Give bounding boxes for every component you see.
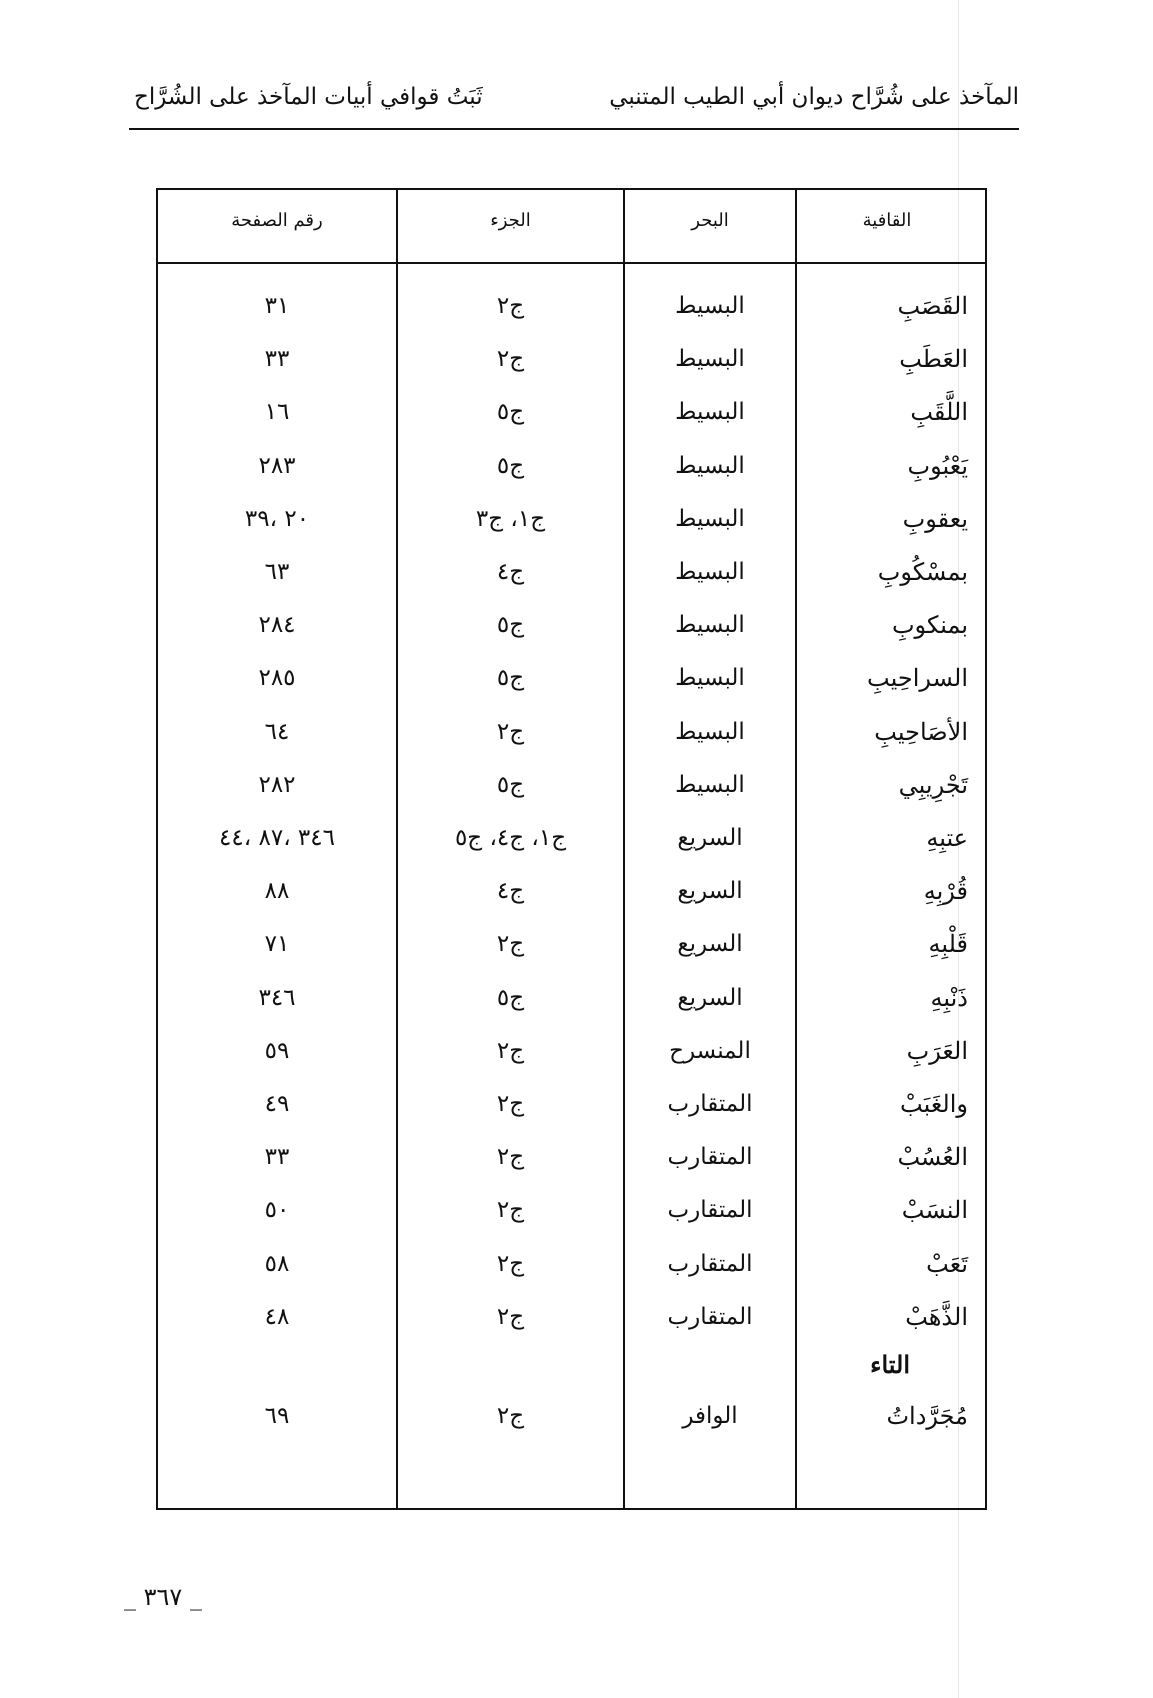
column-header-rhyme: القافية (862, 210, 912, 231)
section-title: ثَبَتُ قوافي أبيات المآخذ على الشُرَّاح (134, 84, 483, 110)
part-cell: ج٢ (496, 1091, 525, 1117)
page-cell: ٢٨٥ (258, 665, 296, 692)
rhyme-cell: تَعَبْ (926, 1249, 968, 1278)
rhyme-cell: تَجْرِيبِي (898, 770, 968, 799)
rhyme-cell: والغَبَبْ (900, 1090, 968, 1118)
running-header (129, 84, 1019, 130)
table-row (158, 1238, 985, 1291)
page-cell: ٢٨٣ (258, 452, 296, 479)
table-row (158, 1184, 985, 1237)
meter-cell: البسيط (675, 612, 745, 639)
column-header-page: رقم الصفحة (231, 210, 323, 231)
meter-cell: المتقارب (667, 1197, 753, 1224)
header-divider (158, 262, 985, 264)
part-cell: ج٢ (496, 1250, 525, 1277)
table-row (158, 1025, 985, 1078)
part-cell: ج٢ (496, 1037, 525, 1064)
rhyme-index-table (156, 188, 987, 1510)
page-cell: ٥٩ (264, 1037, 290, 1064)
page-number: _ ٣٦٧ _ (124, 1583, 202, 1611)
page-cell: ٢٨٢ (258, 771, 296, 798)
table-row (158, 706, 985, 759)
part-cell: ج١، ج٣ (475, 505, 546, 532)
meter-cell: المتقارب (667, 1250, 753, 1277)
part-cell: ج٢ (496, 1403, 525, 1429)
rhyme-cell: يعقوبِ (902, 504, 968, 533)
table-row (158, 1078, 985, 1131)
rhyme-cell: عتبِهِ (926, 824, 968, 852)
page-cell: ٣٤٦ ،٨٧ ،٤٤ (219, 825, 335, 851)
table-row (158, 546, 985, 599)
page-cell: ٤٩ (264, 1091, 290, 1117)
part-cell: ج١، ج٤، ج٥ (454, 825, 567, 851)
column-header-meter: البحر (691, 210, 729, 231)
meter-cell: المنسرح (669, 1037, 751, 1064)
part-cell: ج٥ (496, 665, 525, 692)
part-cell: ج٢ (496, 718, 525, 745)
page-cell: ٦٣ (264, 559, 290, 585)
table-row (158, 812, 985, 865)
table-row (158, 333, 985, 386)
part-cell: ج٤ (496, 878, 525, 905)
section-label-taa: التاء (870, 1350, 910, 1379)
page-cell: ٨٨ (264, 878, 290, 905)
page-cell: ٤٨ (264, 1303, 290, 1330)
rhyme-cell: مُجَرَّداتُ (886, 1402, 968, 1430)
page-cell: ٦٤ (264, 718, 290, 745)
page-cell: ٢٨٤ (258, 612, 296, 639)
meter-cell: السريع (677, 984, 743, 1011)
part-cell: ج٥ (496, 612, 525, 639)
part-cell: ج٢ (496, 1144, 525, 1171)
meter-cell: البسيط (675, 346, 745, 373)
meter-cell: المتقارب (667, 1144, 753, 1171)
meter-cell: البسيط (675, 293, 745, 319)
rhyme-cell: السراحِيبِ (867, 664, 968, 693)
rhyme-cell: بمسْكُوبِ (877, 558, 968, 586)
meter-cell: البسيط (675, 771, 745, 798)
rhyme-cell: العَرَبِ (906, 1036, 968, 1065)
book-title: المآخذ على شُرَّاح ديوان أبي الطيب المتنبي (609, 84, 1019, 110)
part-cell: ج٥ (496, 452, 525, 479)
meter-cell: البسيط (675, 718, 745, 745)
page-cell: ٣٤٦ (258, 984, 296, 1011)
rhyme-cell: يَعْبُوبِ (907, 451, 968, 480)
rhyme-cell: قُرْبِهِ (923, 877, 968, 906)
part-cell: ج٢ (496, 1303, 525, 1330)
table-row (158, 599, 985, 652)
rhyme-cell: النسَبْ (901, 1196, 968, 1225)
rhyme-cell: ذَنْبِهِ (930, 983, 968, 1012)
meter-cell: البسيط (675, 452, 745, 479)
page-cell: ١٦ (264, 399, 290, 426)
rhyme-cell: العَطَبِ (899, 345, 968, 374)
page-cell: ٣٣ (264, 1144, 290, 1171)
rhyme-cell: العُسُبْ (897, 1143, 968, 1172)
page-cell: ٧١ (264, 931, 290, 958)
part-cell: ج٤ (496, 559, 525, 585)
part-cell: ج٥ (496, 984, 525, 1011)
table-row (158, 1390, 985, 1443)
page-cell: ٣١ (264, 293, 290, 319)
page-cell: ٥٠ (264, 1197, 290, 1224)
part-cell: ج٥ (496, 399, 525, 426)
rhyme-cell: بمنكوبِ (891, 611, 968, 640)
table-row (158, 1131, 985, 1184)
rhyme-cell: قَلْبِهِ (928, 930, 968, 959)
part-cell: ج٢ (496, 1197, 525, 1224)
table-row (158, 652, 985, 705)
part-cell: ج٢ (496, 293, 525, 319)
meter-cell: السريع (677, 825, 743, 851)
rhyme-cell: اللَّقَبِ (910, 398, 968, 427)
table-row (158, 280, 985, 333)
part-cell: ج٢ (496, 931, 525, 958)
table-row (158, 759, 985, 812)
meter-cell: البسيط (675, 399, 745, 426)
part-cell: ج٥ (496, 771, 525, 798)
table-row (158, 972, 985, 1025)
table-row (158, 440, 985, 493)
meter-cell: البسيط (675, 559, 745, 585)
meter-cell: المتقارب (667, 1303, 753, 1330)
meter-cell: السريع (677, 931, 743, 958)
meter-cell: البسيط (675, 665, 745, 692)
rhyme-cell: الأصَاحِيبِ (874, 717, 968, 746)
table-row (158, 493, 985, 546)
column-header-part: الجزء (490, 210, 531, 231)
meter-cell: المتقارب (667, 1091, 753, 1117)
meter-cell: السريع (677, 878, 743, 905)
page-cell: ٦٩ (264, 1403, 290, 1429)
meter-cell: الوافر (682, 1403, 738, 1429)
meter-cell: البسيط (675, 505, 745, 532)
page-cell: ٢٠ ،٣٩ (244, 505, 310, 532)
rhyme-cell: القَصَبِ (897, 292, 968, 320)
part-cell: ج٢ (496, 346, 525, 373)
table-row (158, 1291, 985, 1344)
table-row (158, 865, 985, 918)
table-row (158, 386, 985, 439)
page-cell: ٥٨ (264, 1250, 290, 1277)
table-row (158, 918, 985, 971)
page-cell: ٣٣ (264, 346, 290, 373)
rhyme-cell: الذَّهَبْ (905, 1302, 968, 1331)
